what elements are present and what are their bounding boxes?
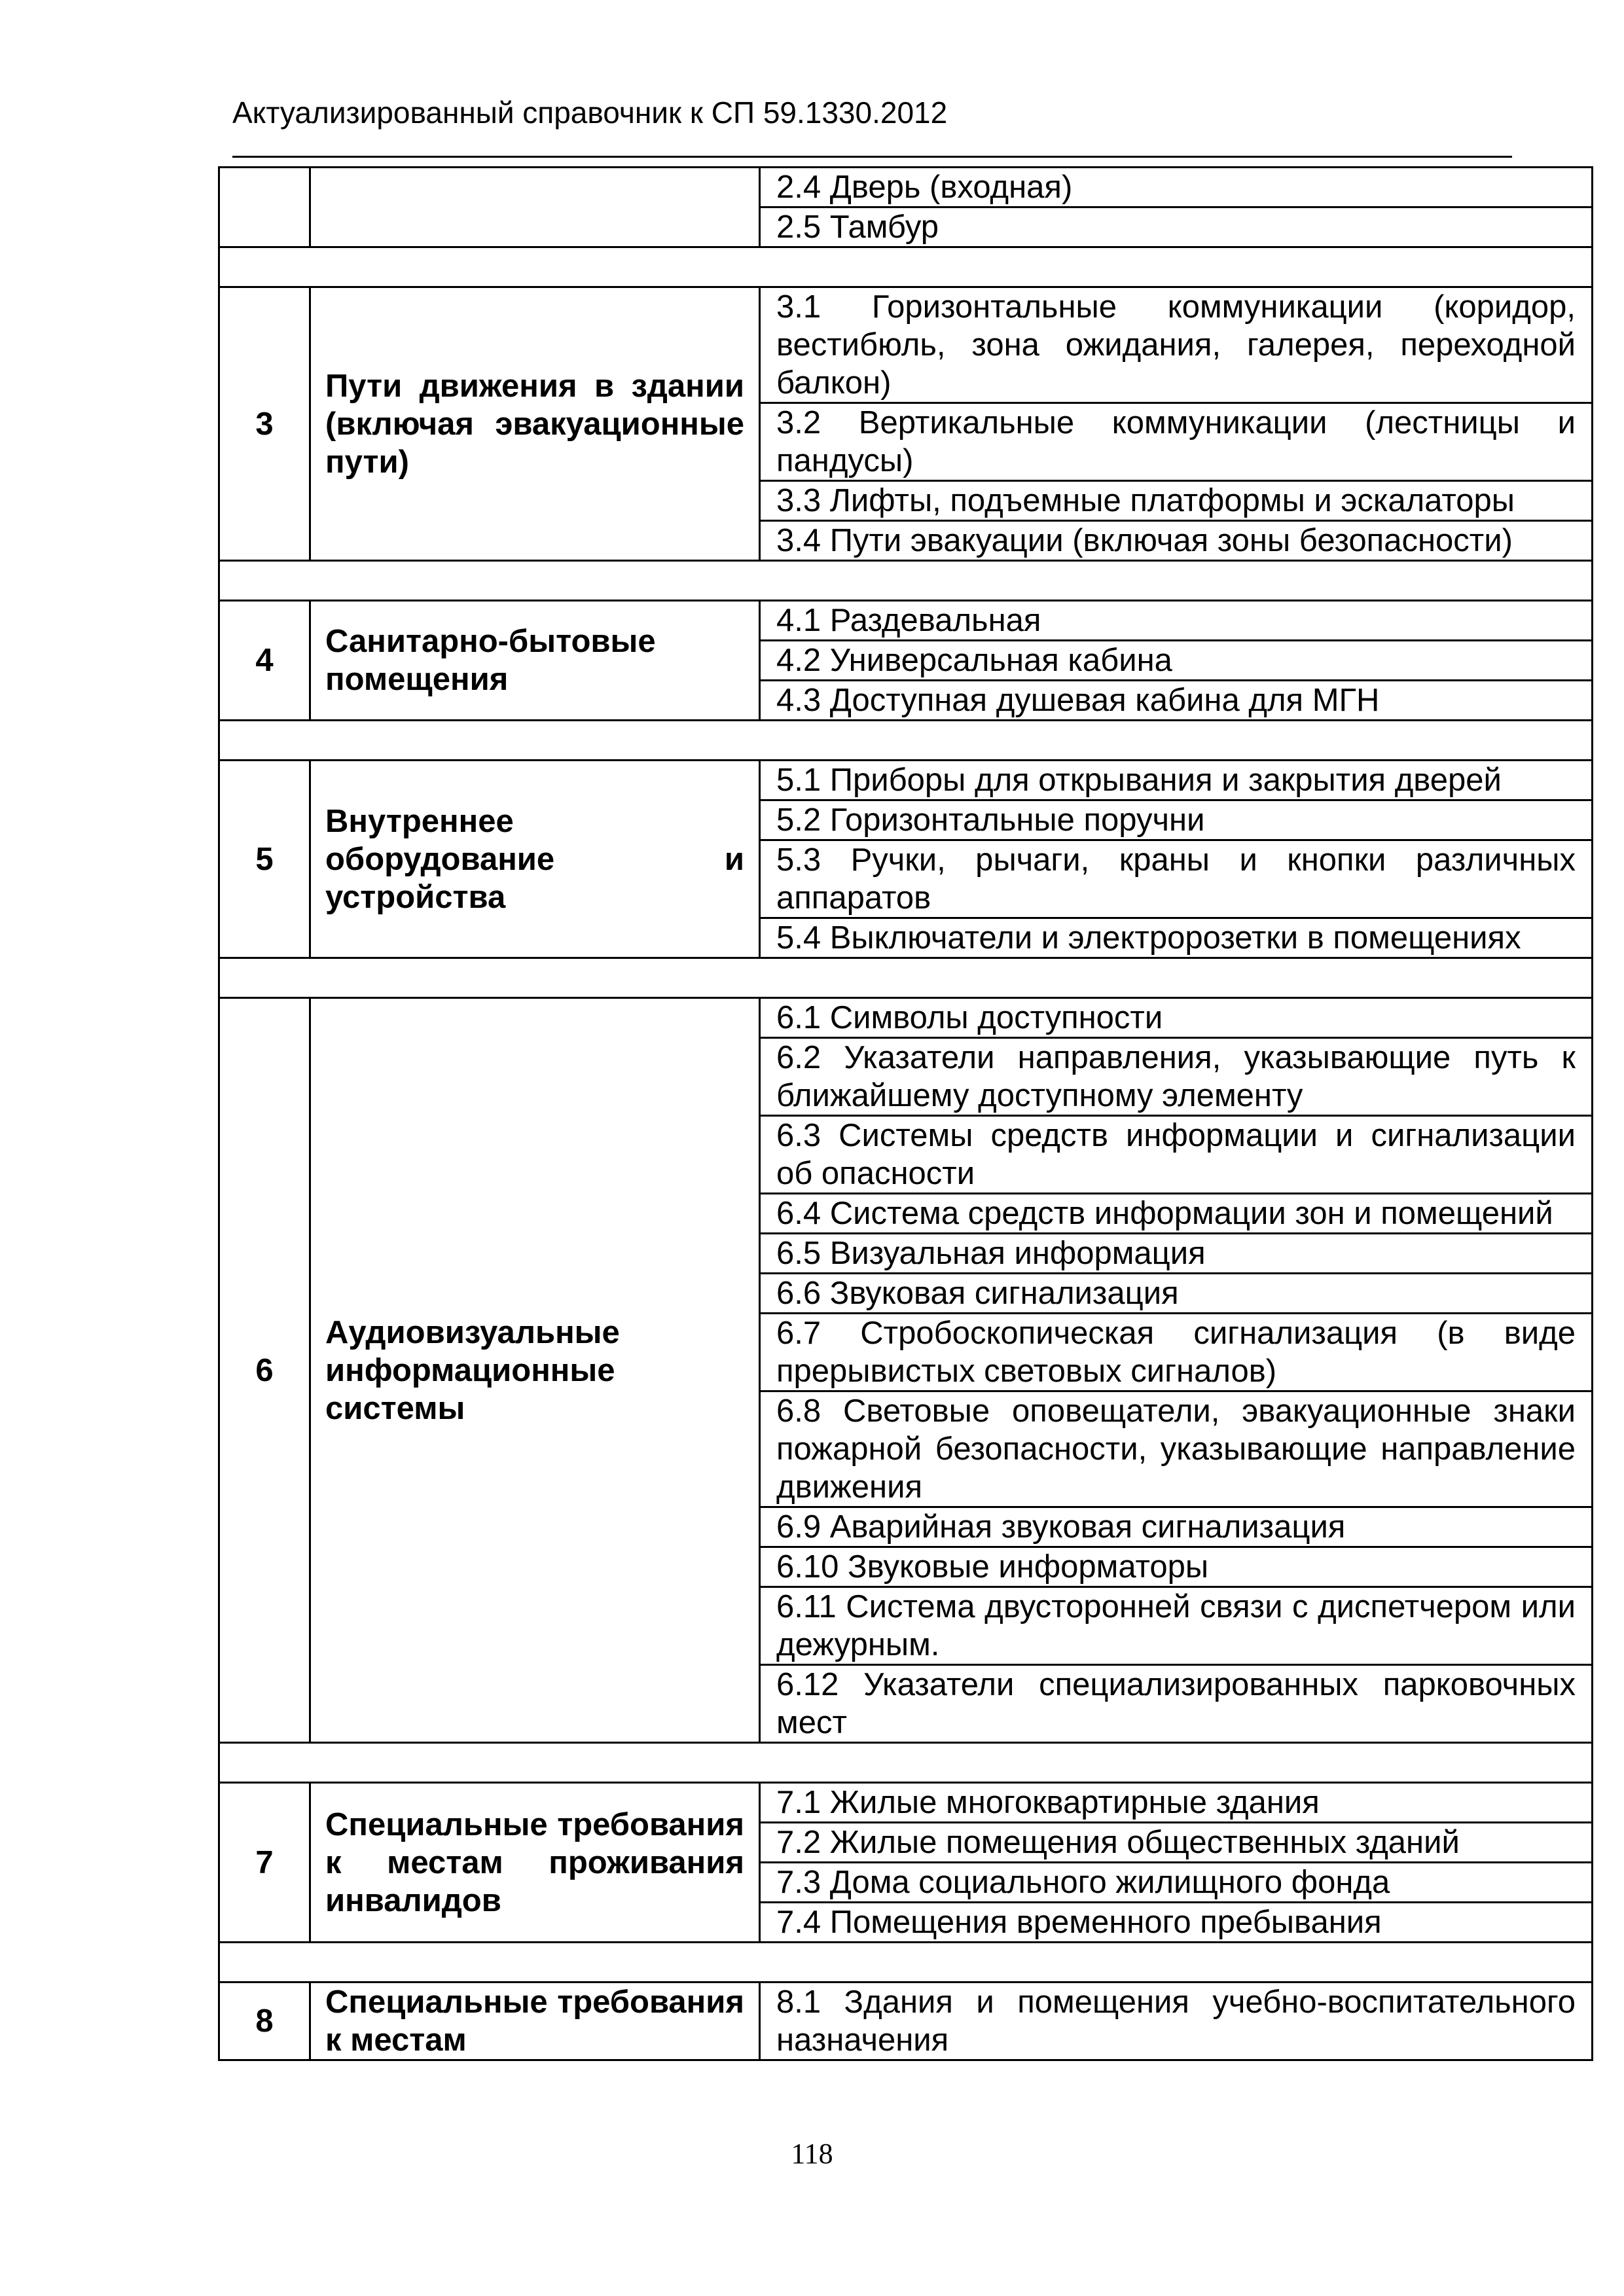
- item-cell: 5.1 Приборы для открывания и закрытия дверей: [760, 761, 1593, 800]
- table-row: [219, 287, 1593, 403]
- table-row: [219, 761, 1593, 800]
- item-cell: 4.1 Раздевальная: [760, 601, 1593, 641]
- page-number: 118: [791, 2138, 833, 2170]
- number-cell: [219, 168, 310, 247]
- item-cell: 5.3 Ручки, рычаги, краны и кнопки различных аппаратов: [760, 840, 1593, 918]
- section-title: Аудиовизуальные информационные системы: [310, 998, 760, 1743]
- section-title: Пути движения в здании (включая эвакуационные пути): [310, 287, 760, 561]
- running-header: Актуализированный справочник к СП 59.1330.2012: [232, 96, 948, 130]
- item-cell: 7.3 Дома социального жилищного фонда: [760, 1863, 1593, 1903]
- item-cell: 6.8 Световые оповещатели, эвакуационные знаки пожарной безопасности, указывающие направление движения: [760, 1391, 1593, 1507]
- item-cell: 3.1 Горизонтальные коммуникации (коридор, вестибюль, зона ожидания, галерея, переходной балкон): [760, 287, 1593, 403]
- table-row: [219, 168, 1593, 207]
- item-cell: 7.2 Жилые помещения общественных зданий: [760, 1823, 1593, 1863]
- item-cell: 7.1 Жилые многоквартирные здания: [760, 1783, 1593, 1823]
- separator-row: [219, 958, 1593, 998]
- item-cell: 4.2 Универсальная кабина: [760, 641, 1593, 681]
- separator-row: [219, 1943, 1593, 1982]
- separator-row: [219, 561, 1593, 601]
- item-cell: 2.4 Дверь (входная): [760, 168, 1593, 207]
- item-cell: 6.3 Системы средств информации и сигнализации об опасности: [760, 1116, 1593, 1194]
- section-number: 4: [219, 601, 310, 721]
- item-cell: 7.4 Помещения временного пребывания: [760, 1903, 1593, 1943]
- header-rule: [232, 156, 1512, 158]
- section-number: 3: [219, 287, 310, 561]
- title-cell: [310, 168, 760, 247]
- item-cell: 6.4 Система средств информации зон и помещений: [760, 1194, 1593, 1234]
- item-cell: 8.1 Здания и помещения учебно-воспитательного назначения: [760, 1982, 1593, 2060]
- item-cell: 6.5 Визуальная информация: [760, 1234, 1593, 1274]
- requirements-table: [218, 166, 1593, 2061]
- item-cell: 6.7 Стробоскопическая сигнализация (в виде прерывистых световых сигналов): [760, 1314, 1593, 1391]
- item-cell: 3.4 Пути эвакуации (включая зоны безопасности): [760, 521, 1593, 561]
- section-title: Специальные требования к местам проживания инвалидов: [310, 1783, 760, 1943]
- section-title: Санитарно-бытовые помещения: [310, 601, 760, 721]
- table-row: [219, 601, 1593, 641]
- separator-row: [219, 721, 1593, 761]
- section-number: 8: [219, 1982, 310, 2060]
- section-number: 6: [219, 998, 310, 1743]
- item-cell: 6.9 Аварийная звуковая сигнализация: [760, 1507, 1593, 1547]
- item-cell: 3.2 Вертикальные коммуникации (лестницы и пандусы): [760, 403, 1593, 481]
- item-cell: 4.3 Доступная душевая кабина для МГН: [760, 681, 1593, 721]
- table-row: [219, 1982, 1593, 2060]
- separator-row: [219, 247, 1593, 287]
- item-cell: 3.3 Лифты, подъемные платформы и эскалаторы: [760, 481, 1593, 521]
- section-title: Внутреннее оборудование и устройства: [310, 761, 760, 958]
- item-cell: 6.10 Звуковые информаторы: [760, 1547, 1593, 1587]
- item-cell: 2.5 Тамбур: [760, 207, 1593, 247]
- item-cell: 6.1 Символы доступности: [760, 998, 1593, 1038]
- item-cell: 6.2 Указатели направления, указывающие путь к ближайшему доступному элементу: [760, 1038, 1593, 1116]
- item-cell: 6.11 Система двусторонней связи с диспетчером или дежурным.: [760, 1587, 1593, 1665]
- section-title: Специальные требования к местам: [310, 1982, 760, 2060]
- table-row: [219, 998, 1593, 1038]
- item-cell: 5.2 Горизонтальные поручни: [760, 800, 1593, 840]
- separator-row: [219, 1743, 1593, 1783]
- section-number: 7: [219, 1783, 310, 1943]
- item-cell: 6.12 Указатели специализированных парковочных мест: [760, 1665, 1593, 1743]
- item-cell: 6.6 Звуковая сигнализация: [760, 1274, 1593, 1314]
- item-cell: 5.4 Выключатели и электророзетки в помещениях: [760, 918, 1593, 958]
- table-row: [219, 1783, 1593, 1823]
- section-number: 5: [219, 761, 310, 958]
